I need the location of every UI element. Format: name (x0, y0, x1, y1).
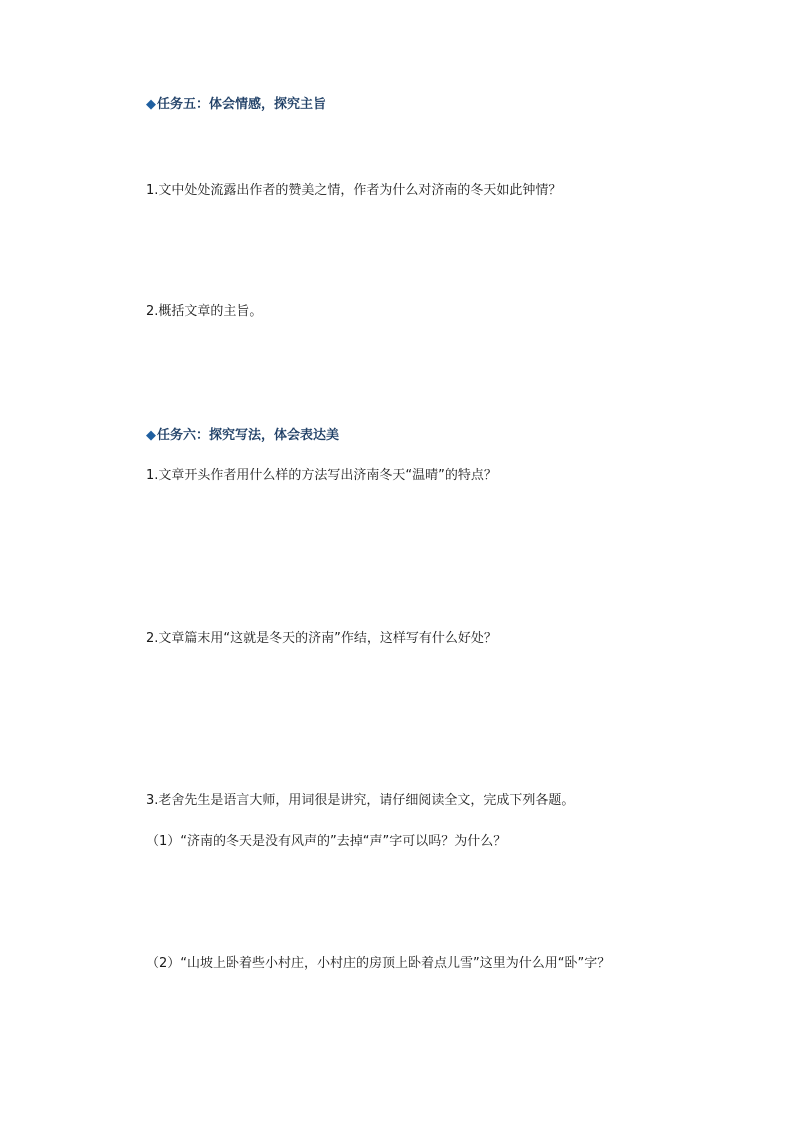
diamond-icon: ◆ (146, 428, 156, 443)
question-6-1: 1.文章开头作者用什么样的方法写出济南冬天“温晴”的特点？ (146, 468, 497, 483)
diamond-icon: ◆ (146, 97, 156, 112)
section-heading-text: 任务五：体会情感，探究主旨 (157, 97, 327, 112)
question-6-3: 3.老舍先生是语言大师，用词很是讲究，请仔细阅读全文，完成下列各题。 (146, 793, 575, 808)
subquestion-1: （1）“济南的冬天是没有风声的”去掉“声”字可以吗？为什么？ (146, 834, 507, 849)
section-heading-text: 任务六：探究写法，体会表达美 (157, 428, 340, 443)
subquestion-2: （2）“山坡上卧着些小村庄，小村庄的房顶上卧着点儿雪”这里为什么用“卧”字？ (146, 956, 611, 971)
question-5-2: 2.概括文章的主旨。 (146, 304, 263, 319)
section-heading-task6 (146, 427, 339, 445)
question-6-2: 2.文章篇末用“这就是冬天的济南”作结，这样写有什么好处？ (146, 631, 497, 646)
question-5-1: 1.文中处处流露出作者的赞美之情，作者为什么对济南的冬天如此钟情？ (146, 183, 562, 198)
section-heading-task5 (146, 96, 326, 114)
